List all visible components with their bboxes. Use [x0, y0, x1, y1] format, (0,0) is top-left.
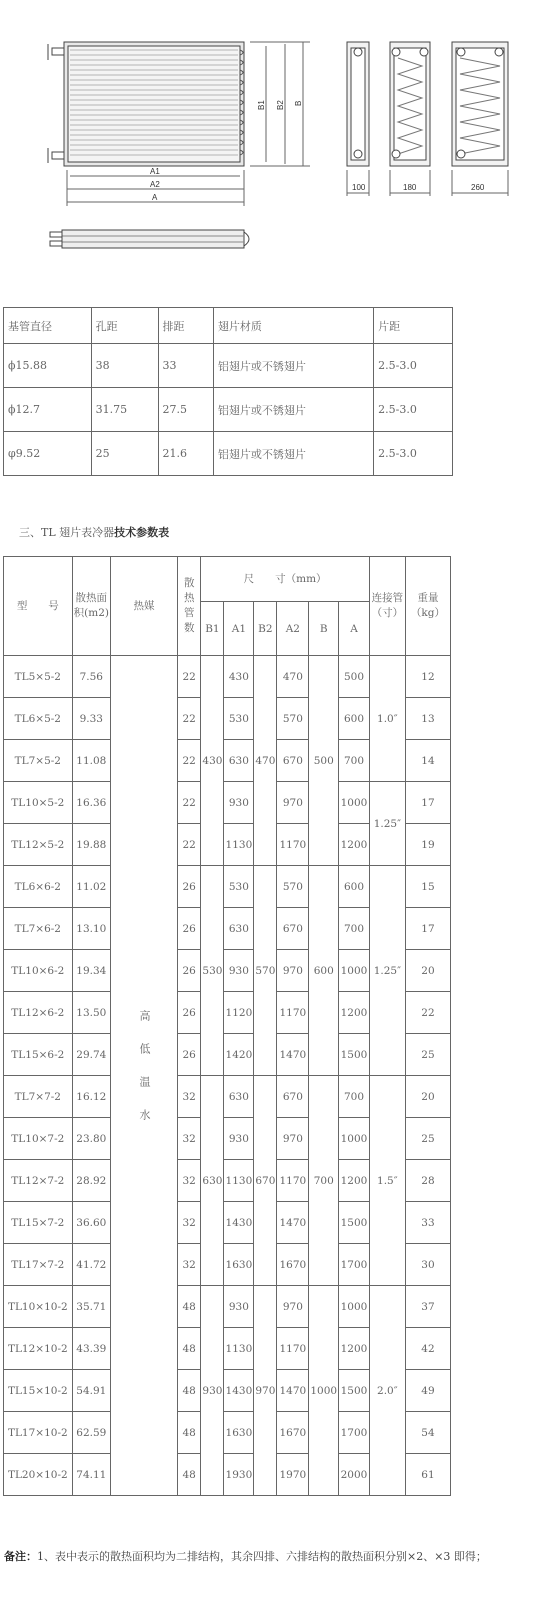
cell-medium: 高低温水 — [110, 656, 177, 1496]
cell-tubes: 26 — [177, 950, 200, 992]
cell-model: TL7×7-2 — [4, 1076, 73, 1118]
main-header-row — [4, 557, 451, 602]
cell-a2: 1170 — [277, 1160, 309, 1202]
cell-a1: 930 — [224, 1286, 254, 1328]
dim-b1: B1 — [257, 100, 266, 110]
cell-a1: 1130 — [224, 1328, 254, 1370]
spec-cell: 2.5-3.0 — [374, 388, 453, 432]
cell-tubes: 48 — [177, 1286, 200, 1328]
cell-a1: 930 — [224, 950, 254, 992]
cell-area: 35.71 — [72, 1286, 110, 1328]
cell-b2: 470 — [254, 656, 277, 866]
cell-model: TL17×7-2 — [4, 1244, 73, 1286]
cell-model: TL6×5-2 — [4, 698, 73, 740]
tube-spec-table — [3, 307, 453, 476]
cell-area: 13.50 — [72, 992, 110, 1034]
cell-weight: 19 — [405, 824, 450, 866]
spec-header-cell: 孔距 — [91, 308, 158, 344]
cell-a1: 630 — [224, 1076, 254, 1118]
cell-a1: 630 — [224, 908, 254, 950]
cell-weight: 37 — [405, 1286, 450, 1328]
cell-a: 700 — [339, 1076, 370, 1118]
coil-technical-drawing — [0, 0, 534, 280]
cell-a2: 1470 — [277, 1034, 309, 1076]
cell-a2: 970 — [277, 782, 309, 824]
cell-a1: 1430 — [224, 1202, 254, 1244]
section-prefix: 三、TL 翅片表冷器 — [19, 526, 115, 539]
spec-header-cell: 翅片材质 — [213, 308, 373, 344]
note-label: 备注： — [4, 1550, 37, 1563]
spec-cell: 2.5-3.0 — [374, 432, 453, 476]
cell-a: 500 — [339, 656, 370, 698]
cell-tubes: 32 — [177, 1118, 200, 1160]
cell-conn: 1.25″ — [369, 866, 405, 1076]
cell-conn: 1.5″ — [369, 1076, 405, 1286]
dim-180: 180 — [403, 183, 417, 192]
cell-weight: 42 — [405, 1328, 450, 1370]
cell-a1: 1930 — [224, 1454, 254, 1496]
cell-a: 700 — [339, 740, 370, 782]
cell-weight: 22 — [405, 992, 450, 1034]
cell-a1: 930 — [224, 782, 254, 824]
cell-model: TL12×6-2 — [4, 992, 73, 1034]
cell-model: TL20×10-2 — [4, 1454, 73, 1496]
cell-tubes: 22 — [177, 740, 200, 782]
cell-a1: 930 — [224, 1118, 254, 1160]
cell-a2: 1470 — [277, 1370, 309, 1412]
cell-weight: 20 — [405, 1076, 450, 1118]
cell-weight: 28 — [405, 1160, 450, 1202]
cell-a: 1500 — [339, 1034, 370, 1076]
dim-b2: B2 — [276, 100, 285, 110]
spec-row — [4, 432, 453, 476]
header-weight: 重量（kg） — [405, 557, 450, 656]
cell-area: 41.72 — [72, 1244, 110, 1286]
spec-cell: 33 — [158, 344, 213, 388]
cell-a1: 1630 — [224, 1412, 254, 1454]
cell-area: 16.12 — [72, 1076, 110, 1118]
footnote — [4, 1546, 519, 1568]
cell-area: 11.08 — [72, 740, 110, 782]
cell-weight: 13 — [405, 698, 450, 740]
cell-a: 1500 — [339, 1370, 370, 1412]
cell-model: TL15×10-2 — [4, 1370, 73, 1412]
cell-area: 13.10 — [72, 908, 110, 950]
spec-cell: ϕ12.7 — [4, 388, 92, 432]
cell-a2: 970 — [277, 950, 309, 992]
spec-cell: 25 — [91, 432, 158, 476]
cell-weight: 17 — [405, 782, 450, 824]
cell-a: 700 — [339, 908, 370, 950]
cell-weight: 14 — [405, 740, 450, 782]
cell-weight: 25 — [405, 1034, 450, 1076]
cell-tubes: 48 — [177, 1454, 200, 1496]
spec-cell: 27.5 — [158, 388, 213, 432]
cell-weight: 49 — [405, 1370, 450, 1412]
cell-tubes: 26 — [177, 1034, 200, 1076]
sub-header-a: A — [339, 602, 370, 656]
note-text: 1、表中表示的散热面积均为二排结构，其余四排、六排结构的散热面积分别×2、×3 即得； — [37, 1550, 487, 1563]
cell-a2: 970 — [277, 1286, 309, 1328]
cell-area: 28.92 — [72, 1160, 110, 1202]
cell-model: TL6×6-2 — [4, 866, 73, 908]
cell-model: TL12×7-2 — [4, 1160, 73, 1202]
cell-weight: 20 — [405, 950, 450, 992]
cell-tubes: 26 — [177, 866, 200, 908]
cell-area: 19.88 — [72, 824, 110, 866]
cell-model: TL7×5-2 — [4, 740, 73, 782]
cell-tubes: 32 — [177, 1244, 200, 1286]
cell-tubes: 32 — [177, 1202, 200, 1244]
cell-model: TL10×10-2 — [4, 1286, 73, 1328]
cell-area: 36.60 — [72, 1202, 110, 1244]
cell-a2: 1670 — [277, 1412, 309, 1454]
cell-a1: 530 — [224, 866, 254, 908]
dim-a1: A1 — [150, 167, 160, 176]
cell-a2: 670 — [277, 740, 309, 782]
cell-a1: 630 — [224, 740, 254, 782]
spec-cell: 38 — [91, 344, 158, 388]
cell-model: TL15×7-2 — [4, 1202, 73, 1244]
cell-a2: 670 — [277, 908, 309, 950]
cell-tubes: 26 — [177, 992, 200, 1034]
cell-a: 1200 — [339, 1328, 370, 1370]
header-tubes: 散热管数 — [177, 557, 200, 656]
cell-a2: 670 — [277, 1076, 309, 1118]
table-row — [4, 656, 451, 698]
cell-model: TL5×5-2 — [4, 656, 73, 698]
cell-area: 19.34 — [72, 950, 110, 992]
cell-area: 54.91 — [72, 1370, 110, 1412]
cell-b: 1000 — [309, 1286, 339, 1496]
cell-a2: 1170 — [277, 824, 309, 866]
table-row — [4, 1076, 451, 1118]
cell-a1: 1630 — [224, 1244, 254, 1286]
spec-cell: 铝翅片或不锈翅片 — [213, 432, 373, 476]
cell-b: 500 — [309, 656, 339, 866]
cell-tubes: 22 — [177, 656, 200, 698]
header-model: 型 号 — [4, 557, 73, 656]
header-medium: 热媒 — [110, 557, 177, 656]
sub-header-a2: A2 — [277, 602, 309, 656]
cell-b1: 930 — [201, 1286, 224, 1496]
spec-cell: φ9.52 — [4, 432, 92, 476]
cell-a: 1200 — [339, 824, 370, 866]
cell-b2: 670 — [254, 1076, 277, 1286]
spec-row — [4, 344, 453, 388]
table-row — [4, 1286, 451, 1328]
cell-a1: 1130 — [224, 1160, 254, 1202]
cell-tubes: 48 — [177, 1412, 200, 1454]
spec-row — [4, 388, 453, 432]
cell-area: 7.56 — [72, 656, 110, 698]
dim-260: 260 — [471, 183, 485, 192]
cell-a: 1500 — [339, 1202, 370, 1244]
cell-a: 1000 — [339, 1286, 370, 1328]
cell-a: 1200 — [339, 992, 370, 1034]
cell-conn: 1.25″ — [369, 782, 405, 866]
cell-area: 23.80 — [72, 1118, 110, 1160]
cell-model: TL10×7-2 — [4, 1118, 73, 1160]
cell-weight: 61 — [405, 1454, 450, 1496]
cell-tubes: 48 — [177, 1328, 200, 1370]
cell-tubes: 22 — [177, 782, 200, 824]
header-conn: 连接管（寸） — [369, 557, 405, 656]
sub-header-b1: B1 — [201, 602, 224, 656]
cell-area: 74.11 — [72, 1454, 110, 1496]
cell-model: TL12×5-2 — [4, 824, 73, 866]
cell-a: 600 — [339, 698, 370, 740]
spec-cell: 21.6 — [158, 432, 213, 476]
spec-header-cell: 基管直径 — [4, 308, 92, 344]
cell-a1: 1420 — [224, 1034, 254, 1076]
cell-tubes: 48 — [177, 1370, 200, 1412]
cell-b1: 430 — [201, 656, 224, 866]
cell-a2: 1670 — [277, 1244, 309, 1286]
cell-weight: 25 — [405, 1118, 450, 1160]
cell-weight: 15 — [405, 866, 450, 908]
sub-header-a1: A1 — [224, 602, 254, 656]
cell-tubes: 32 — [177, 1160, 200, 1202]
cell-a1: 1120 — [224, 992, 254, 1034]
cell-weight: 33 — [405, 1202, 450, 1244]
cell-area: 29.74 — [72, 1034, 110, 1076]
cell-a2: 1170 — [277, 1328, 309, 1370]
cell-area: 16.36 — [72, 782, 110, 824]
spec-cell: ϕ15.88 — [4, 344, 92, 388]
cell-model: TL15×6-2 — [4, 1034, 73, 1076]
cell-a: 1200 — [339, 1160, 370, 1202]
cell-model: TL12×10-2 — [4, 1328, 73, 1370]
cell-b2: 970 — [254, 1286, 277, 1496]
cell-a1: 430 — [224, 656, 254, 698]
cell-area: 9.33 — [72, 698, 110, 740]
cell-a: 1000 — [339, 950, 370, 992]
cell-a2: 570 — [277, 698, 309, 740]
cell-area: 11.02 — [72, 866, 110, 908]
cell-weight: 54 — [405, 1412, 450, 1454]
dim-a2: A2 — [150, 180, 160, 189]
cell-a1: 1130 — [224, 824, 254, 866]
table-row — [4, 782, 451, 824]
dim-b: B — [294, 100, 303, 106]
dim-a: A — [152, 193, 158, 202]
cell-tubes: 26 — [177, 908, 200, 950]
cell-a: 600 — [339, 866, 370, 908]
spec-cell: 2.5-3.0 — [374, 344, 453, 388]
cell-weight: 30 — [405, 1244, 450, 1286]
cell-b: 600 — [309, 866, 339, 1076]
cell-a: 1000 — [339, 782, 370, 824]
cell-a2: 1470 — [277, 1202, 309, 1244]
tech-params-table — [3, 556, 451, 1496]
spec-header-row — [4, 308, 453, 344]
cell-weight: 17 — [405, 908, 450, 950]
cell-a2: 1170 — [277, 992, 309, 1034]
cell-b: 700 — [309, 1076, 339, 1286]
spec-header-cell: 排距 — [158, 308, 213, 344]
section-heading — [19, 524, 169, 540]
cell-a2: 1970 — [277, 1454, 309, 1496]
cell-tubes: 22 — [177, 698, 200, 740]
cell-area: 62.59 — [72, 1412, 110, 1454]
cell-a: 2000 — [339, 1454, 370, 1496]
section-bold: 技术参数表 — [114, 526, 170, 539]
cell-a1: 530 — [224, 698, 254, 740]
cell-b1: 630 — [201, 1076, 224, 1286]
cell-b1: 530 — [201, 866, 224, 1076]
cell-model: TL10×6-2 — [4, 950, 73, 992]
sub-header-b: B — [309, 602, 339, 656]
cell-a2: 970 — [277, 1118, 309, 1160]
cell-tubes: 32 — [177, 1076, 200, 1118]
main-table-body — [4, 656, 451, 1496]
cell-model: TL10×5-2 — [4, 782, 73, 824]
cell-a: 1000 — [339, 1118, 370, 1160]
header-size: 尺 寸（mm） — [201, 557, 369, 602]
header-area: 散热面积(m2) — [72, 557, 110, 656]
cell-model: TL17×10-2 — [4, 1412, 73, 1454]
spec-cell: 铝翅片或不锈翅片 — [213, 344, 373, 388]
cell-model: TL7×6-2 — [4, 908, 73, 950]
spec-header-cell: 片距 — [374, 308, 453, 344]
spec-cell: 铝翅片或不锈翅片 — [213, 388, 373, 432]
cell-a: 1700 — [339, 1244, 370, 1286]
cell-a2: 470 — [277, 656, 309, 698]
cell-a: 1700 — [339, 1412, 370, 1454]
cell-conn: 2.0″ — [369, 1286, 405, 1496]
spec-cell: 31.75 — [91, 388, 158, 432]
dim-100: 100 — [352, 183, 366, 192]
sub-header-b2: B2 — [254, 602, 277, 656]
table-row — [4, 866, 451, 908]
cell-area: 43.39 — [72, 1328, 110, 1370]
cell-a1: 1430 — [224, 1370, 254, 1412]
cell-b2: 570 — [254, 866, 277, 1076]
cell-a2: 570 — [277, 866, 309, 908]
cell-conn: 1.0″ — [369, 656, 405, 782]
cell-tubes: 22 — [177, 824, 200, 866]
cell-weight: 12 — [405, 656, 450, 698]
